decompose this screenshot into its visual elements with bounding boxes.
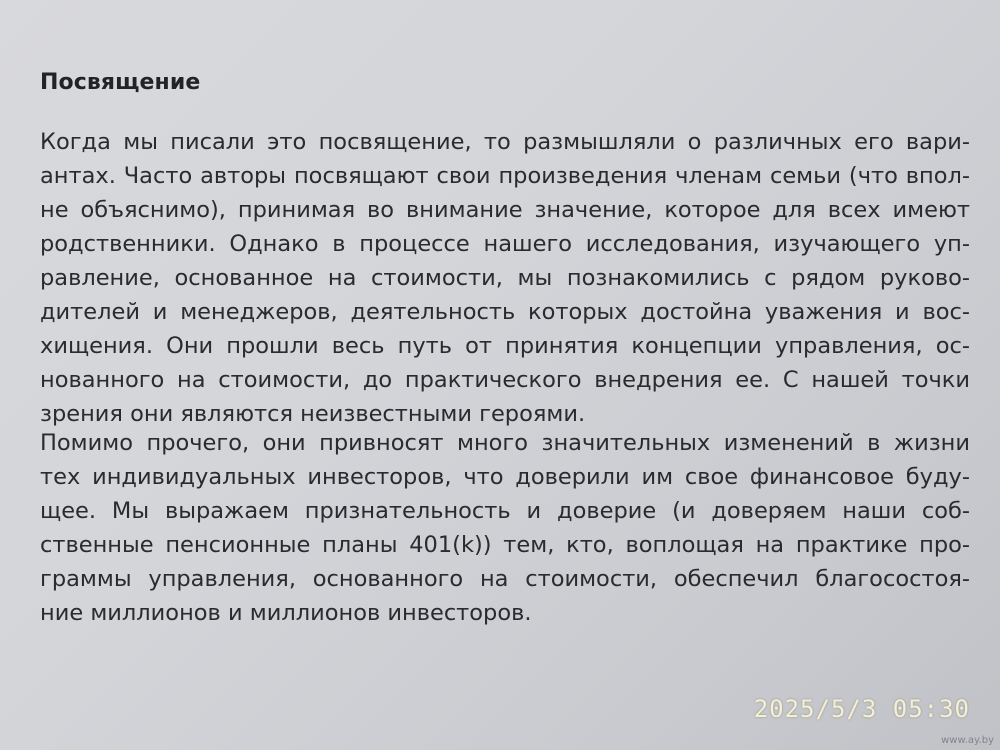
text-line: Когда мы писали это посвящение, то размышляли о различных его вари- — [40, 129, 970, 155]
text-line: не объяснимо), принимая во внимание значение, которое для всех имеют — [40, 197, 970, 223]
text-line: зрения они являются неизвестными героями. — [40, 401, 586, 427]
text-line: равление, основанное на стоимости, мы познакомились с рядом руково- — [40, 265, 970, 291]
paragraph-1 — [40, 125, 970, 431]
site-watermark: www.ay.by — [941, 735, 994, 746]
text-line: дителей и менеджеров, деятельность которых достойна уважения и вос- — [40, 299, 970, 325]
paragraph-2 — [40, 426, 970, 630]
text-line: щее. Мы выражаем признательность и доверие (и доверяем наши соб- — [40, 498, 970, 524]
text-line: граммы управления, основанного на стоимости, обеспечил благосостоя- — [40, 566, 970, 592]
photo-timestamp: 2025/5/3 05:30 — [753, 695, 970, 723]
text-line: антах. Часто авторы посвящают свои произведения членам семьи (что впол- — [40, 163, 970, 189]
text-line: нованного на стоимости, до практического внедрения ее. С нашей точки — [40, 367, 970, 393]
page-heading: Посвящение — [40, 70, 201, 95]
text-line: хищения. Они прошли весь путь от принятия концепции управления, ос- — [40, 333, 970, 359]
text-line: Помимо прочего, они привносят много значительных изменений в жизни — [40, 430, 970, 456]
text-line: тех индивидуальных инвесторов, что доверили им свое финансовое буду- — [40, 464, 970, 490]
text-line: ственные пенсионные планы 401(k)) тем, кто, воплощая на практике про- — [40, 532, 970, 558]
text-line: ние миллионов и миллионов инвесторов. — [40, 600, 532, 626]
text-line: родственники. Однако в процессе нашего исследования, изучающего уп- — [40, 231, 970, 257]
